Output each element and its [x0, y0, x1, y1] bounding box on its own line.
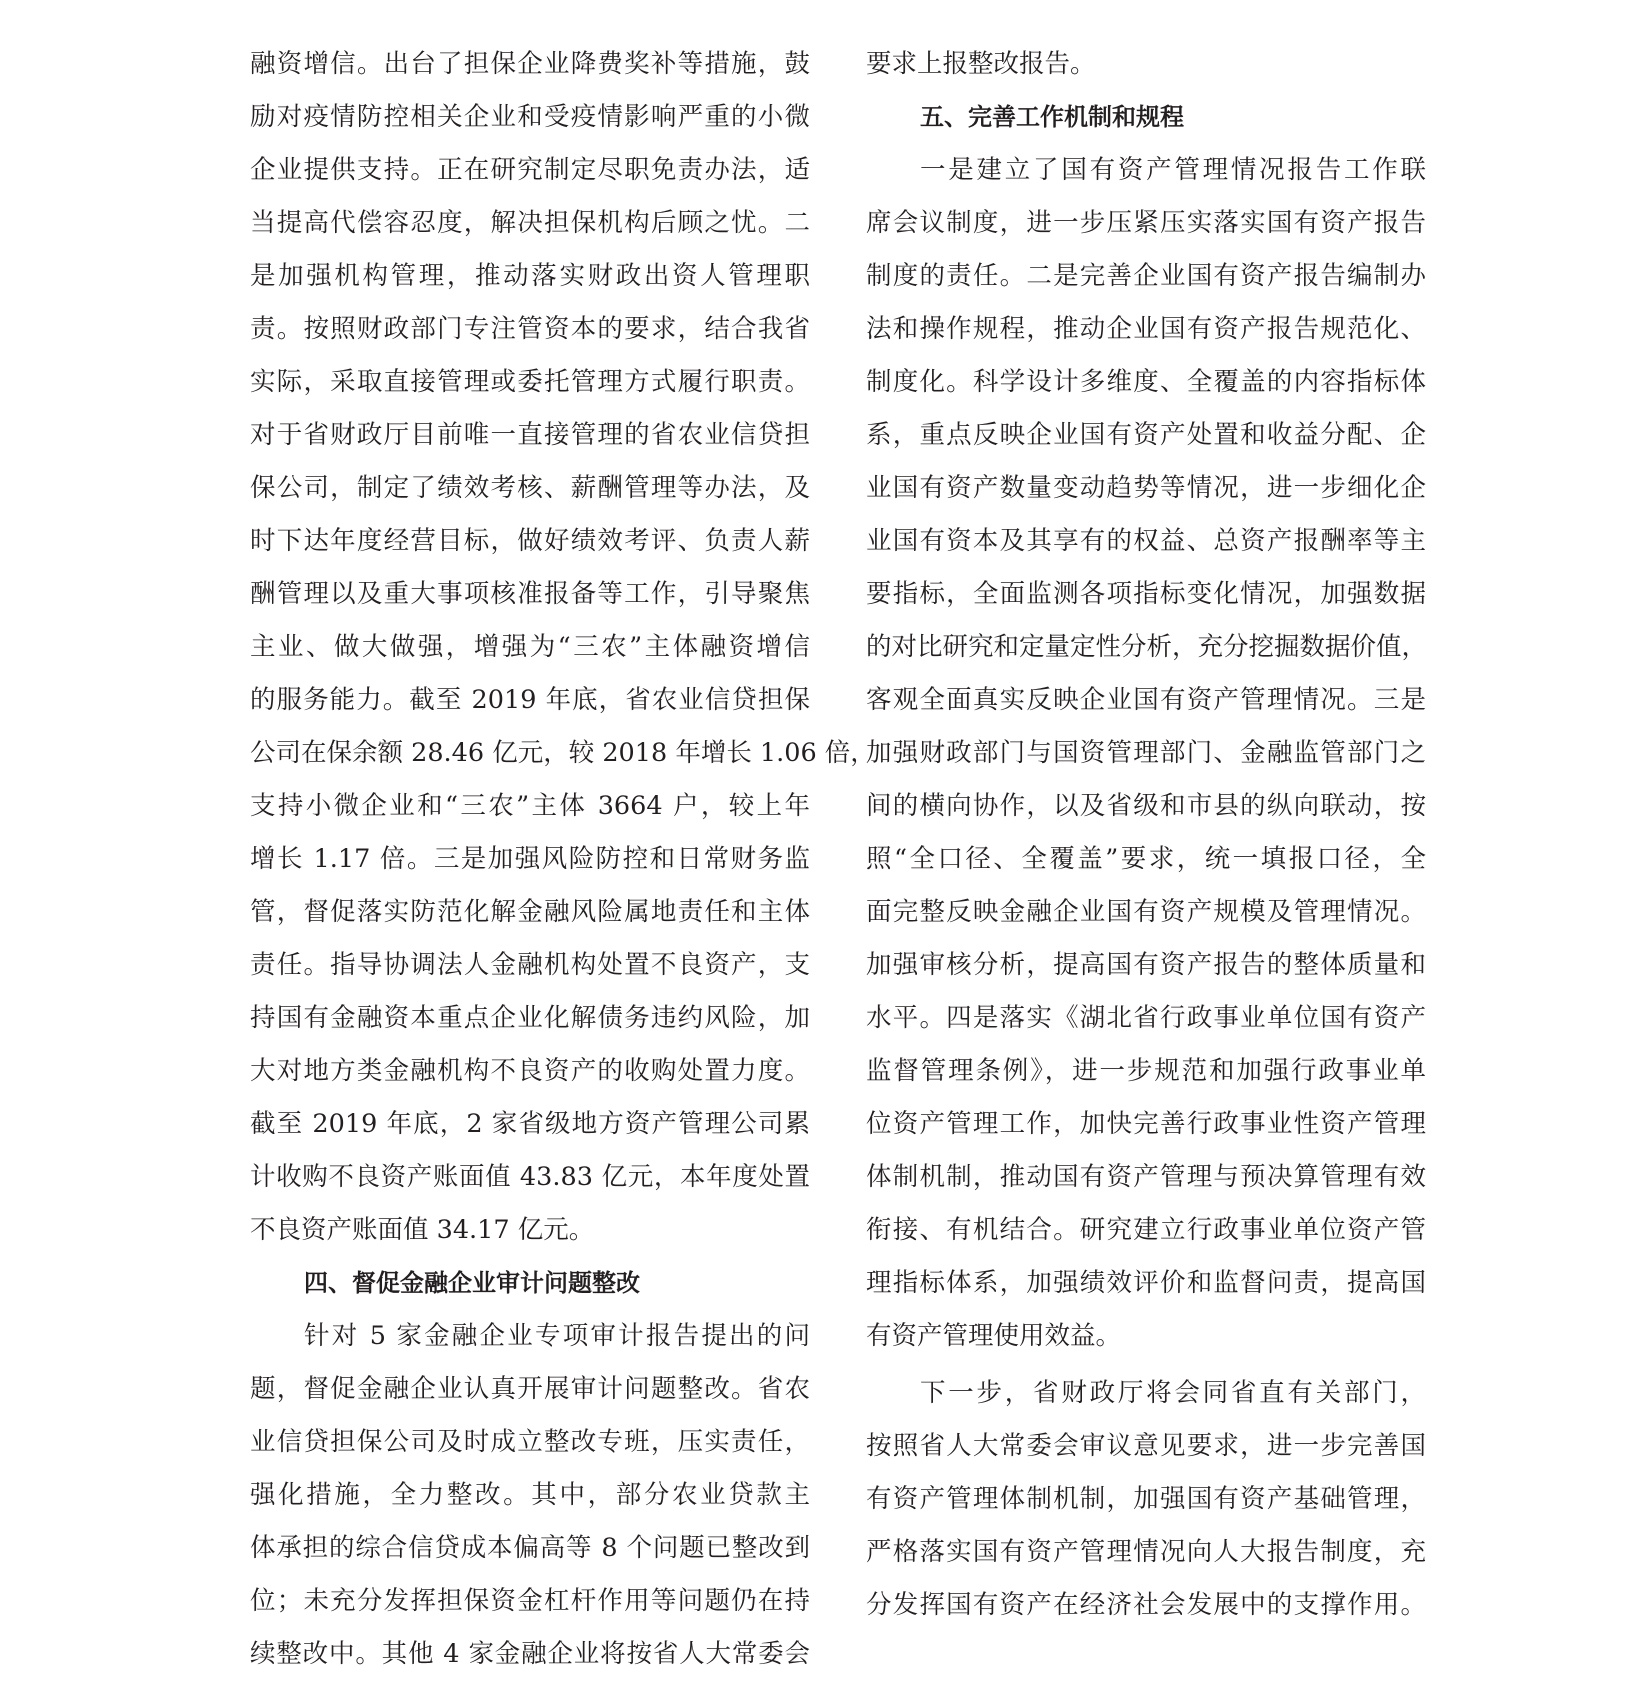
text-line: 责。按照财政部门专注管资本的要求，结合我省 — [250, 314, 810, 344]
text-line: 针对 5 家金融企业专项审计报告提出的问 — [304, 1321, 810, 1351]
text-line: 当提高代偿容忍度，解决担保机构后顾之忧。二 — [250, 208, 810, 238]
text-line: 大对地方类金融机构不良资产的收购处置力度。 — [250, 1056, 810, 1086]
right-column — [866, 38, 1426, 1632]
text-line: 体承担的综合信贷成本偏高等 8 个问题已整改到 — [250, 1533, 810, 1563]
text-line: 计收购不良资产账面值 43.83 亿元，本年度处置 — [250, 1162, 810, 1192]
text-line: 理指标体系，加强绩效评价和监督问责，提高国 — [866, 1268, 1426, 1298]
text-line: 有资产管理使用效益。 — [866, 1321, 1122, 1351]
text-line: 有资产管理体制机制，加强国有资产基础管理， — [866, 1484, 1426, 1514]
text-line: 强化措施，全力整改。其中，部分农业贷款主 — [250, 1480, 810, 1510]
text-line: 法和操作规程，推动企业国有资产报告规范化、 — [866, 314, 1426, 344]
text-line: 位资产管理工作，加快完善行政事业性资产管理 — [866, 1109, 1426, 1139]
text-line: 酬管理以及重大事项核准报备等工作，引导聚焦 — [250, 579, 810, 609]
text-line: 一是建立了国有资产管理情况报告工作联 — [920, 155, 1426, 185]
text-line: 业国有资本及其享有的权益、总资产报酬率等主 — [866, 526, 1426, 556]
text-line: 客观全面真实反映企业国有资产管理情况。三是 — [866, 685, 1426, 715]
text-line: 水平。四是落实《湖北省行政事业单位国有资产 — [866, 1003, 1426, 1033]
text-line: 面完整反映金融企业国有资产规模及管理情况。 — [866, 897, 1426, 927]
text-line: 下一步，省财政厅将会同省直有关部门， — [920, 1378, 1426, 1408]
text-line: 位；未充分发挥担保资金杠杆作用等问题仍在持 — [250, 1586, 810, 1616]
text-line: 严格落实国有资产管理情况向人大报告制度，充 — [866, 1537, 1426, 1567]
left-column — [250, 38, 876, 1681]
text-line: 制度化。科学设计多维度、全覆盖的内容指标体 — [866, 367, 1426, 397]
text-line: 体制机制，推动国有资产管理与预决算管理有效 — [866, 1162, 1426, 1192]
text-line: 公司在保余额 28.46 亿元，较 2018 年增长 1.06 倍， — [250, 738, 876, 768]
text-line: 时下达年度经营目标，做好绩效考评、负责人薪 — [250, 526, 810, 556]
text-line: 责任。指导协调法人金融机构处置不良资产，支 — [250, 950, 810, 980]
text-line: 分发挥国有资产在经济社会发展中的支撑作用。 — [866, 1590, 1426, 1620]
text-line: 衔接、有机结合。研究建立行政事业单位资产管 — [866, 1215, 1426, 1245]
text-line: 管，督促落实防范化解金融风险属地责任和主体 — [250, 897, 810, 927]
section-heading-4: 四、督促金融企业审计问题整改 — [304, 1269, 640, 1297]
text-line: 续整改中。其他 4 家金融企业将按省人大常委会 — [250, 1639, 810, 1669]
text-line: 支持小微企业和“三农”主体 3664 户，较上年 — [250, 791, 810, 821]
text-line: 制度的责任。二是完善企业国有资产报告编制办 — [866, 261, 1426, 291]
text-line: 照“全口径、全覆盖”要求，统一填报口径，全 — [866, 844, 1426, 874]
text-line: 励对疫情防控相关企业和受疫情影响严重的小微 — [250, 102, 810, 132]
text-line: 题，督促金融企业认真开展审计问题整改。省农 — [250, 1374, 810, 1404]
text-line: 实际，采取直接管理或委托管理方式履行职责。 — [250, 367, 810, 397]
text-line: 增长 1.17 倍。三是加强风险防控和日常财务监 — [250, 844, 810, 874]
text-line: 企业提供支持。正在研究制定尽职免责办法，适 — [250, 155, 810, 185]
text-line: 是加强机构管理，推动落实财政出资人管理职 — [250, 261, 810, 291]
text-line: 要求上报整改报告。 — [866, 49, 1096, 79]
text-line: 加强财政部门与国资管理部门、金融监管部门之 — [866, 738, 1426, 768]
text-line: 不良资产账面值 34.17 亿元。 — [250, 1215, 595, 1245]
text-line: 融资增信。出台了担保企业降费奖补等措施，鼓 — [250, 49, 810, 79]
text-line: 监督管理条例》，进一步规范和加强行政事业单 — [866, 1056, 1426, 1086]
text-line: 持国有金融资本重点企业化解债务违约风险，加 — [250, 1003, 810, 1033]
text-line: 按照省人大常委会审议意见要求，进一步完善国 — [866, 1431, 1426, 1461]
text-line: 间的横向协作，以及省级和市县的纵向联动，按 — [866, 791, 1426, 821]
text-line: 系，重点反映企业国有资产处置和收益分配、企 — [866, 420, 1426, 450]
text-line: 截至 2019 年底，2 家省级地方资产管理公司累 — [250, 1109, 810, 1139]
text-line: 保公司，制定了绩效考核、薪酬管理等办法，及 — [250, 473, 810, 503]
section-heading-5: 五、完善工作机制和规程 — [920, 103, 1184, 131]
text-line: 对于省财政厅目前唯一直接管理的省农业信贷担 — [250, 420, 810, 450]
text-line: 业信贷担保公司及时成立整改专班，压实责任， — [250, 1427, 810, 1457]
text-line: 业国有资产数量变动趋势等情况，进一步细化企 — [866, 473, 1426, 503]
text-line: 的服务能力。截至 2019 年底，省农业信贷担保 — [250, 685, 810, 715]
text-line: 主业、做大做强，增强为“三农”主体融资增信 — [250, 632, 810, 662]
text-line: 的对比研究和定量定性分析，充分挖掘数据价值， — [866, 632, 1428, 662]
text-line: 加强审核分析，提高国有资产报告的整体质量和 — [866, 950, 1426, 980]
text-line: 席会议制度，进一步压紧压实落实国有资产报告 — [866, 208, 1426, 238]
text-line: 要指标，全面监测各项指标变化情况，加强数据 — [866, 579, 1426, 609]
